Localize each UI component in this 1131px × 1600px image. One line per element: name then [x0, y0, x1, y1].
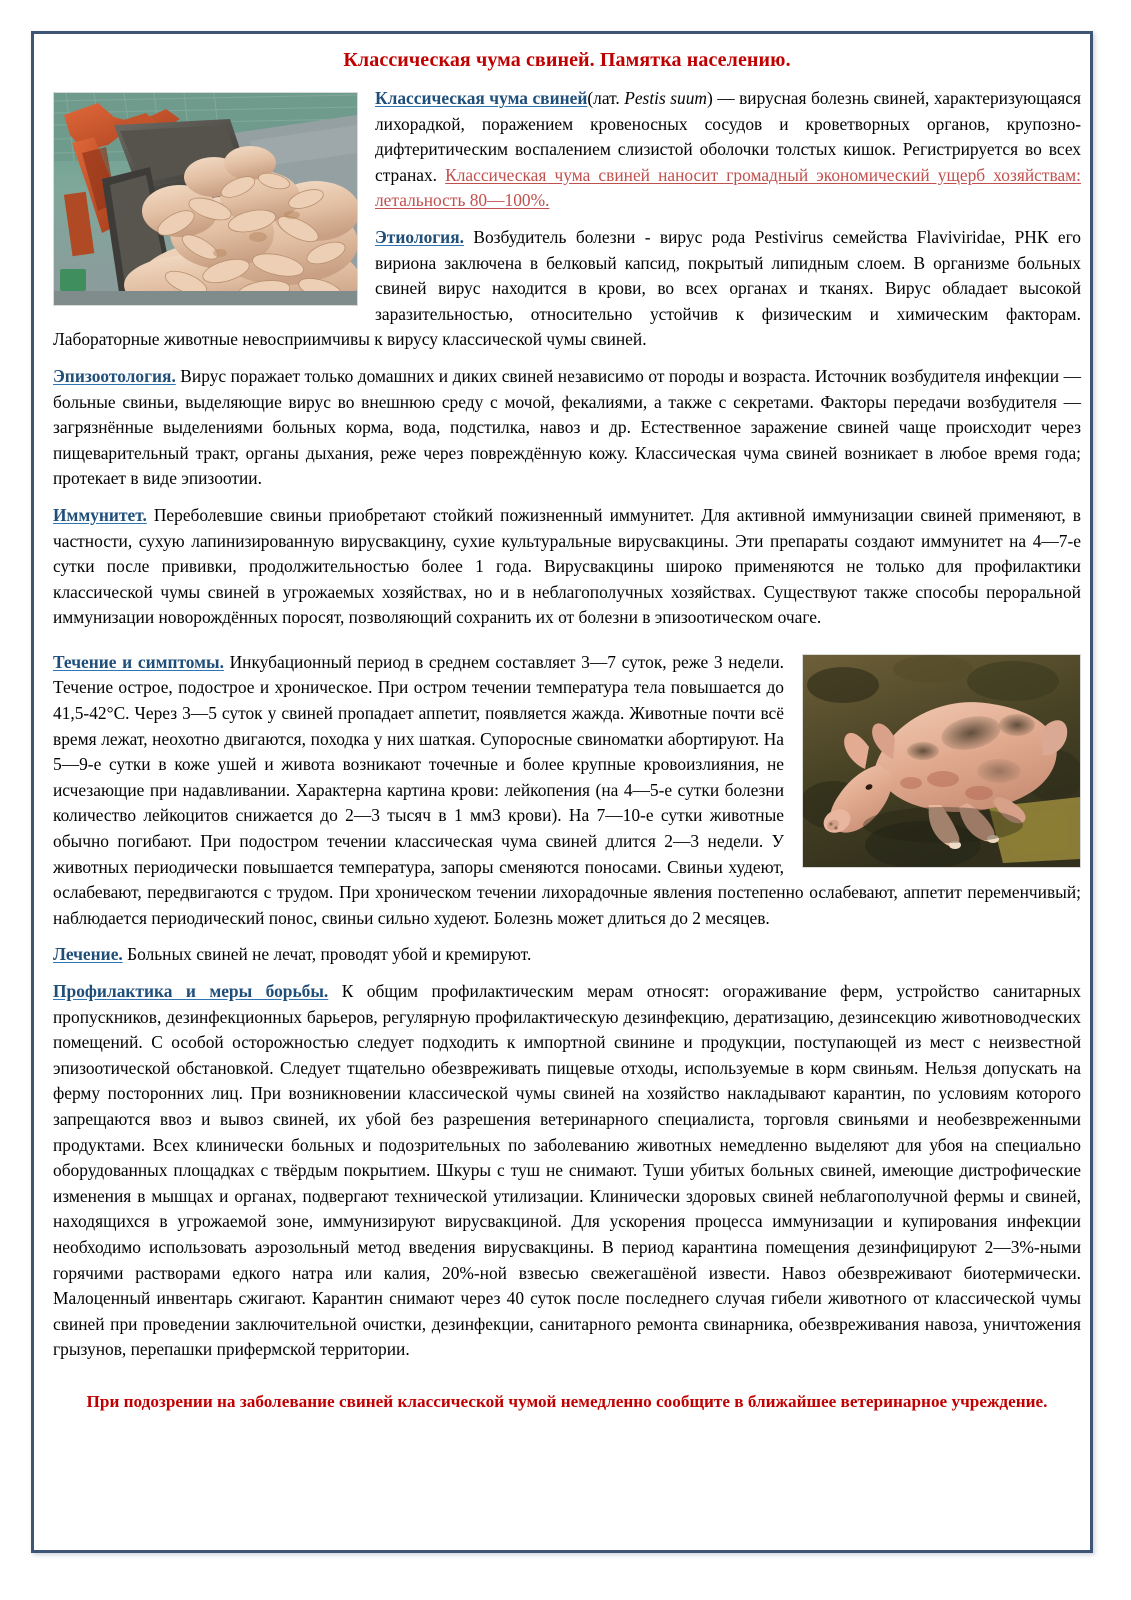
- section-heading-epizootology: Эпизоотология.: [53, 365, 176, 386]
- section-body-treatment: Больных свиней не лечат, проводят убой и кремируют.: [122, 944, 532, 965]
- section-heading-treatment: Лечение.: [53, 944, 123, 965]
- section-body-prevention: К общим профилактическим мерам относят: огораживание ферм, устройство санитарных пропускников, дезинфекционных барьеров, регулярную профилактическую дезинфекцию, дератизацию, дезинсекцию животноводческих помещений. С особой осторожностью следует подходить к импортной свинине и продукции, поступающей из мест с неизвестной эпизоотической обстановкой. Следует тщательно обезвреживать пищевые отходы, используемые в корм свиньям. Нельзя допускать на ферму посторонних лиц. При возникновении классической чумы свиней на хозяйство накладывают карантин, по условиям которого запрещаются ввоз и вывоз свиней, их убой без разрешения ветеринарного специалиста, торговля свиньями и необезвреженными продуктами. Всех клинически больных и подозрительных по заболеванию животных немедленно выделяют для убоя на специально оборудованных площадках с твёрдым покрытием. Шкуры с туш не снимают. Туши убитых больных свиней, имеющие дистрофические изменения в мышцах и органах, подвергают технической утилизации. Клинически здоровых свиней неблагополучной фермы и свиней, находящихся в угрожаемой зоне, иммунизируют вирусвакциной. Для ускорения процесса иммунизации и купирования инфекции необходимо использовать аэрозольный метод введения вирусвакцины. В период карантина помещения дезинфицируют 2—3%-ными горячими растворами едкого натра или калия, 20%-ной взвесью свежегашёной извести. Навоз обезвреживают биотермически. Малоценный инвентарь сжигают. Карантин снимают через 40 суток после последнего случая гибели животного от классической чумы свиней при проведении заключительной очистки, дезинфекции, санитарного ремонта свинарника, обезвреживания навоза, уничтожения грызунов, перепашки прифермской территории.: [53, 981, 1081, 1360]
- section-prevention: [53, 979, 1081, 1363]
- section-immunity: [53, 503, 1081, 631]
- figure-sick-pig: [802, 654, 1081, 868]
- spacer: [53, 642, 1081, 650]
- section-body-epizootology: Вирус поражает только домашних и диких свиней независимо от породы и возраста. Источник возбудителя инфекции — больные свиньи, выделяющие вирус во внешнюю среду с мочой, фекалиями, а также с секретами. Факторы передачи возбудителя — загрязнённые выделениями больных корма, вода, подстилка, навоз и др. Естественное заражение свиней чаще происходит через пищеварительный тракт, органы дыхания, реже через повреждённую кожу. Классическая чума свиней возникает в любое время года; протекает в виде эпизоотии.: [53, 365, 1081, 489]
- intro-latin-suffix: ) — вирусная болезнь свиней, характеризующаяся лихорадкой, поражением кровеносных сосудов и кроветворных органов, крупозно-дифтеритическим воспалением слизистой оболочки толстых кишок. Регистрируется во всех странах.: [375, 88, 1082, 185]
- section-heading-prevention: Профилактика и меры борьбы.: [53, 981, 329, 1001]
- section-heading-etiology: Этиология.: [375, 226, 464, 247]
- photo-pig-carcasses-loader: [54, 93, 357, 305]
- document-content: [53, 48, 1081, 1538]
- section-body-etiology: Возбудитель болезни - вирус рода Pestivirus семейства Flaviviridae, РНК его вириона заключена в белковый капсид, покрытый липидным слоем. В организме больных свиней вирус находится в крови, во всех органах и тканях. Вирус обладает высокой заразительностью, относительно устойчив к физическим и химическим факторам. Лабораторные животные невосприимчивы к вирусу классической чумы свиней.: [53, 226, 1081, 350]
- page-title: Классическая чума свиней. Памятка населению.: [343, 49, 791, 71]
- section-epizootology: [53, 364, 1081, 492]
- figure-pig-carcasses: [53, 92, 358, 306]
- section-body-immunity: Переболевшие свиньи приобретают стойкий пожизненный иммунитет. Для активной иммунизации свиней применяют, в частности, сухую лапинизированную вирусвакцину, сухие культуральные вирусвакцины. Эти препараты создают иммунитет на 4—7-е сутки после прививки, продолжительностью более 1 года. Вирусвакцины широко применяются не только для профилактики классической чумы свиней в угрожаемых хозяйствах, но и в неблагополучных хозяйствах. Существуют также способы пероральной иммунизации новорождённых поросят, позволяющий сохранить их от болезни в эпизоотическом очаге.: [53, 504, 1081, 628]
- footer-warning: При подозрении на заболевание свиней классической чумой немедленно сообщите в ближайшее ветеринарное учреждение.: [86, 1391, 1048, 1411]
- intro-term: Классическая чума свиней: [375, 88, 588, 108]
- photo-sick-pig-lying: [803, 655, 1080, 867]
- section-body-course-symptoms: Инкубационный период в среднем составляет 3—7 суток, реже 3 недели. Течение острое, подострое и хроническое. При остром течении температура тела повышается до 41,5-42°С. Через 3—5 суток у свиней пропадает аппетит, появляется жажда. Животные почти всё время лежат, неохотно двигаются, походка у них шаткая. Супоросные свиноматки абортируют. На 5—9-е сутки в коже ушей и живота возникают точечные и более крупные кровоизлияния, не исчезающие при надавливании. Характерна картина крови: лейкопения (на 4—5-е сутки болезни количество лейкоцитов снижается до 2—3 тысяч в 1 мм3 крови). На 7—10-е сутки животные обычно погибают. При подостром течении классическая чума свиней длится 2—3 недели. У животных периодически повышается температура, запоры сменяются поносами. Свиньи худеют, ослабевают, передвигаются с трудом. При хроническом течении лихорадочные явления постепенно ослабевают, аппетит переменчивый; наблюдается периодический понос, свиньи сильно худеют. Болезнь может длиться до 2 месяцев.: [53, 651, 1081, 928]
- intro-latin-prefix: (лат.: [587, 88, 625, 108]
- section-treatment: [53, 942, 1081, 968]
- section-heading-immunity: Иммунитет.: [53, 504, 147, 525]
- section-heading-course-symptoms: Течение и симптомы.: [53, 651, 224, 672]
- intro-highlight: Классическая чума свиней наносит громадный экономический ущерб хозяйствам: летальность 80—100%.: [375, 164, 1081, 211]
- intro-latin-name: Pestis suum: [624, 88, 707, 108]
